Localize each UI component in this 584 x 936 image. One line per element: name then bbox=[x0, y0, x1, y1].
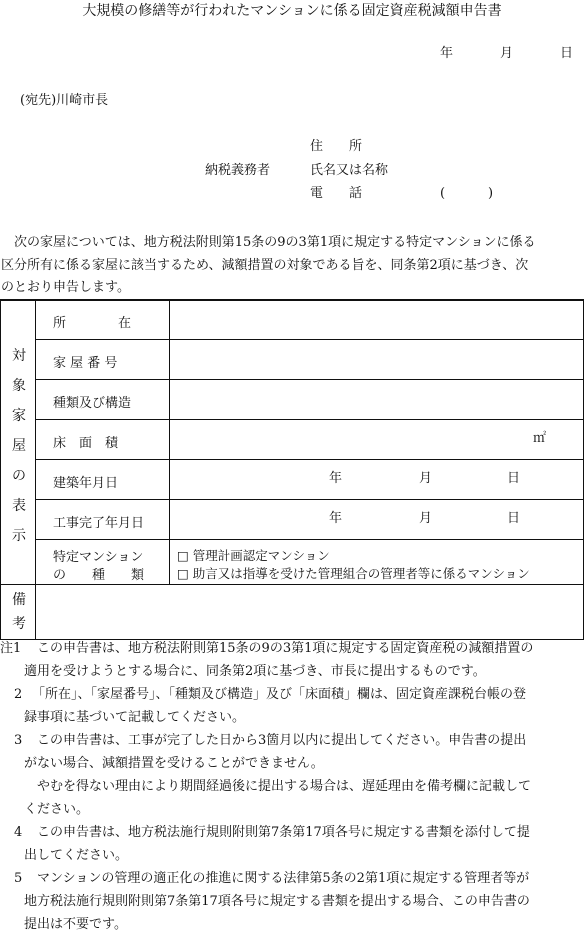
day-label: 日 bbox=[507, 471, 521, 486]
special-type-label-1: 特定マンション bbox=[53, 550, 144, 565]
label-divider bbox=[169, 301, 170, 584]
date-day-label: 日 bbox=[560, 46, 574, 61]
year-label: 年 bbox=[329, 511, 343, 526]
row-line bbox=[35, 339, 583, 340]
remarks-field[interactable] bbox=[37, 586, 581, 636]
floor-area-field[interactable] bbox=[171, 421, 581, 457]
intro-line: のとおり申告します。 bbox=[1, 280, 130, 295]
location-field[interactable] bbox=[171, 302, 581, 338]
special-type-label-2: の 種 類 bbox=[53, 568, 145, 583]
note-5 bbox=[0, 867, 584, 936]
note-line: 「所在」、「家屋番号」、「種類及び構造」及び「床面積」欄は、固定資産課税台帳の登 bbox=[32, 687, 527, 702]
month-label: 月 bbox=[419, 511, 433, 526]
group-label-char: 象 bbox=[12, 378, 26, 394]
completion-date-field[interactable] bbox=[171, 501, 581, 537]
row-line bbox=[35, 419, 583, 420]
group-divider bbox=[35, 301, 36, 639]
note-4 bbox=[0, 821, 584, 867]
note-line: がない場合、減額措置を受けることができません。 bbox=[24, 756, 324, 771]
note-3 bbox=[0, 729, 584, 821]
name-label: 氏名又は名称 bbox=[310, 163, 389, 178]
square-meter-unit: ㎡ bbox=[533, 431, 547, 446]
document-title: 大規模の修繕等が行われたマンションに係る固定資産税減額申告書 bbox=[82, 3, 502, 19]
year-label: 年 bbox=[329, 471, 343, 486]
note-number: 5 bbox=[14, 871, 23, 886]
completion-date-label: 工事完了年月日 bbox=[53, 516, 145, 531]
address-label: 住 所 bbox=[310, 139, 363, 154]
remarks-label-char: 考 bbox=[12, 616, 26, 632]
note-1 bbox=[0, 637, 584, 683]
house-number-label: 家 屋 番 号 bbox=[53, 356, 118, 371]
note-line: 適用を受けようとする場合に、同条第2項に基づき、市長に提出するものです。 bbox=[24, 664, 486, 679]
location-label: 所 在 bbox=[53, 316, 132, 331]
day-label: 日 bbox=[507, 511, 521, 526]
remarks-label-char: 備 bbox=[12, 592, 26, 608]
note-line: この申告書は、地方税法施行規則附則第7条第17項各号に規定する書類を添付して提 bbox=[24, 825, 530, 840]
checkbox-certified-plan[interactable]: □ 管理計画認定マンション bbox=[177, 548, 330, 563]
type-structure-label: 種類及び構造 bbox=[53, 396, 132, 411]
remarks-line bbox=[1, 584, 583, 585]
note-line: 録事項に基づいて記載してください。 bbox=[24, 710, 246, 725]
construction-date-label: 建築年月日 bbox=[53, 476, 119, 491]
phone-paren-open: ( bbox=[440, 186, 446, 201]
row-line bbox=[35, 459, 583, 460]
note-line: 提出は不要です。 bbox=[24, 917, 127, 932]
row-line bbox=[35, 379, 583, 380]
note-number: 3 bbox=[14, 733, 23, 748]
note-number: 4 bbox=[14, 825, 23, 840]
note-number: 注1 bbox=[0, 641, 22, 656]
group-label-char: 屋 bbox=[12, 438, 26, 454]
row-line bbox=[35, 499, 583, 500]
house-number-field[interactable] bbox=[171, 341, 581, 377]
note-line: やむを得ない理由により期間経過後に提出する場合は、遅延理由を備考欄に記載して bbox=[24, 779, 532, 794]
note-line: 地方税法施行規則附則第7条第17項各号に規定する書類を提出する場合、この申告書の bbox=[24, 894, 530, 909]
intro-paragraph bbox=[1, 232, 583, 300]
group-label-char: 示 bbox=[12, 528, 26, 544]
note-line: この申告書は、工事が完了した日から3箇月以内に提出してください。申告書の提出 bbox=[24, 733, 527, 748]
note-line: 出してください。 bbox=[24, 848, 129, 863]
group-label-char: の bbox=[12, 468, 26, 484]
row-line bbox=[35, 539, 583, 540]
property-form-table bbox=[0, 299, 584, 640]
addressee: (宛先)川崎市長 bbox=[20, 93, 109, 108]
note-line: マンションの管理の適正化の推進に関する法律第5条の2第1項に規定する管理者等が bbox=[24, 871, 530, 886]
checkbox-advised-association[interactable]: □ 助言又は指導を受けた管理組合の管理者等に係るマンション bbox=[177, 566, 530, 581]
construction-date-field[interactable] bbox=[171, 461, 581, 497]
intro-line: 次の家屋については、地方税法附則第15条の9の3第1項に規定する特定マンションに係る bbox=[1, 235, 536, 250]
group-label-char: 表 bbox=[12, 498, 26, 514]
date-year-label: 年 bbox=[440, 46, 454, 61]
phone-paren-close: ) bbox=[488, 186, 494, 201]
note-line: ください。 bbox=[24, 802, 90, 817]
taxpayer-label: 納税義務者 bbox=[205, 163, 271, 178]
group-label-char: 対 bbox=[12, 348, 26, 364]
note-line: この申告書は、地方税法附則第15条の9の3第1項に規定する固定資産税の減額措置の bbox=[24, 641, 534, 656]
date-month-label: 月 bbox=[500, 46, 514, 61]
type-structure-field[interactable] bbox=[171, 381, 581, 417]
month-label: 月 bbox=[419, 471, 433, 486]
note-number: 2 bbox=[14, 687, 23, 702]
phone-label: 電 話 bbox=[310, 186, 363, 201]
intro-line: 区分所有に係る家屋に該当するため、減額措置の対象である旨を、同条第2項に基づき、次 bbox=[1, 257, 529, 273]
floor-area-label: 床 面 積 bbox=[53, 436, 119, 451]
note-2 bbox=[0, 683, 584, 729]
group-label-char: 家 bbox=[12, 408, 26, 424]
